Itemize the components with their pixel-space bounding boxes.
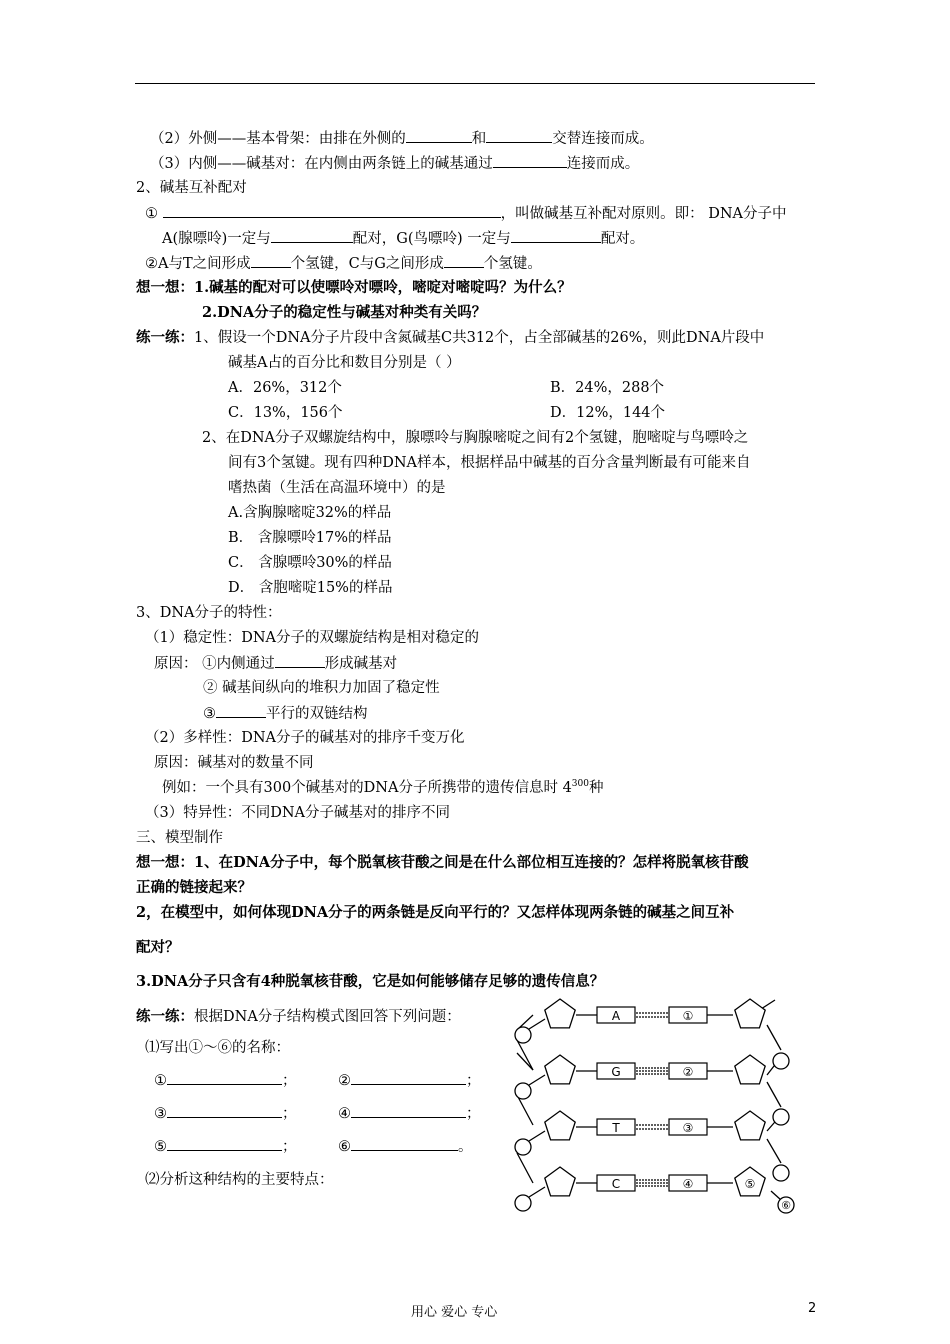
text: ；: [466, 1106, 481, 1122]
practice-1-q1b: 碱基A占的百分比和数目分别是（ ）: [228, 355, 461, 371]
text: 平行的双链结构: [266, 706, 368, 722]
answer-blank[interactable]: [167, 1070, 282, 1085]
answer-blank[interactable]: [167, 1136, 282, 1151]
backbone-line: [767, 1139, 781, 1163]
blank[interactable]: [511, 228, 601, 243]
sugar-pentagon: [735, 1111, 765, 1140]
text: A(腺嘌呤)一定与: [162, 231, 271, 247]
text: 原因： ①内侧通过: [154, 656, 275, 672]
text: 根据DNA分子结构模式图回答下列问题：: [194, 1009, 461, 1025]
diversity-example: [162, 778, 603, 798]
number-label: ④: [682, 1177, 694, 1191]
base-label: T: [612, 1121, 620, 1135]
text: 配对，G(鸟嘌呤) 一定与: [352, 231, 511, 247]
phosphate-circle: [515, 1083, 531, 1099]
q2-option-d: D． 含胞嘧啶15%的样品: [228, 580, 393, 596]
hydrogen-bond-line: [145, 253, 542, 274]
phosphate-circle: [515, 1027, 531, 1043]
stability-reason-1: [154, 653, 397, 674]
specificity-title: （3）特异性：不同DNA分子碱基对的排序不同: [145, 805, 451, 821]
answer-3: [154, 1103, 297, 1124]
think-2-q3: 3.DNA分子只含有4种脱氧核苷酸，它是如何能够储存足够的遗传信息？: [136, 973, 605, 990]
phosphate-circle: [773, 1053, 789, 1069]
blank[interactable]: [493, 153, 567, 168]
option-d: D．12%，144个: [550, 405, 666, 421]
text: ②A与T之间形成: [145, 256, 251, 272]
answer-blank[interactable]: [351, 1070, 466, 1085]
think-2-q1b: 正确的链接起来？: [136, 879, 252, 896]
stability-title: （1）稳定性：DNA分子的双螺旋结构是相对稳定的: [145, 630, 480, 646]
bond-line: [529, 1019, 545, 1029]
blank[interactable]: [216, 703, 266, 718]
text: 种: [588, 780, 604, 796]
q2-option-c: C． 含腺嘌呤30%的样品: [228, 555, 392, 571]
practice-2-q1: ⑴写出①～⑥的名称：: [145, 1040, 290, 1056]
number-label: ③: [682, 1121, 694, 1135]
backbone-line: [761, 1000, 775, 1009]
label: 想一想：: [136, 854, 194, 871]
number-label: ①: [682, 1009, 694, 1023]
text: 个氢键，C与G之间形成: [290, 256, 444, 272]
bond-line: [529, 1187, 545, 1197]
practice-1-q1: [136, 328, 764, 348]
bond-line: [529, 1131, 545, 1141]
footer-motto: 用心 爱心 专心: [411, 1305, 498, 1320]
question: 1.碱基的配对可以使嘌呤对嘌呤，嘧啶对嘧啶吗？为什么？: [194, 279, 572, 296]
superscript: 300: [571, 779, 589, 790]
label: 练一练：: [136, 329, 194, 346]
practice-2-q2: ⑵分析这种结构的主要特点：: [145, 1172, 334, 1188]
sugar-pentagon: [545, 999, 575, 1028]
text: ；: [282, 1073, 297, 1089]
text: 个氢键。: [483, 256, 542, 272]
phosphate-circle: [515, 1139, 531, 1155]
blank[interactable]: [486, 128, 552, 143]
blank[interactable]: [251, 253, 291, 268]
text: ③: [203, 706, 216, 722]
backbone-line: [517, 1095, 533, 1125]
text: ；: [282, 1139, 297, 1155]
option-c: C．13%，156个: [228, 405, 343, 421]
phosphate-circle: [773, 1109, 789, 1125]
num: ⑥: [338, 1139, 351, 1155]
sugar-pentagon: [545, 1055, 575, 1084]
q2-option-b: B． 含腺嘌呤17%的样品: [228, 530, 392, 546]
think-2-q1a: [136, 853, 749, 873]
sugar-pentagon: [735, 999, 765, 1028]
num: ③: [154, 1106, 167, 1122]
num: ①: [154, 1073, 167, 1089]
q2-option-a: A.含胸腺嘧啶32%的样品: [228, 505, 392, 521]
header-rule: [135, 83, 815, 84]
practice-1-q2b: 间有3个氢键。现有四种DNA样本，根据样品中碱基的百分含量判断最有可能来自: [228, 455, 751, 471]
inner-base-pair-line: [150, 153, 639, 174]
think-1-q2: 2.DNA分子的稳定性与碱基对种类有关吗？: [202, 304, 487, 321]
answer-blank[interactable]: [351, 1103, 466, 1118]
label: 练一练：: [136, 1008, 194, 1025]
blank[interactable]: [275, 653, 325, 668]
base-label: A: [611, 1009, 621, 1023]
stability-reason-2: ② 碱基间纵向的堆积力加固了稳定性: [203, 680, 440, 696]
think-1: [136, 278, 572, 298]
text: 配对。: [600, 231, 645, 247]
outer-backbone-line: [150, 128, 654, 149]
stability-reason-3: [203, 703, 368, 724]
sugar-pentagon: [545, 1167, 575, 1196]
pairing-rule-line: [145, 203, 787, 224]
phosphate-circle: [515, 1195, 531, 1211]
answer-4: [338, 1103, 481, 1124]
text: （2）外侧——基本骨架：由排在外侧的: [150, 131, 406, 147]
blank[interactable]: [163, 203, 501, 218]
backbone-line: [767, 1082, 781, 1107]
label-five: ⑤: [744, 1177, 756, 1191]
text: 形成碱基对: [324, 656, 398, 672]
heading-model: 三、模型制作: [136, 830, 223, 846]
blank[interactable]: [444, 253, 484, 268]
text: ①: [145, 206, 158, 222]
option-b: B．24%，288个: [550, 380, 665, 396]
answer-6: [338, 1136, 473, 1157]
text: 连接而成。: [566, 156, 640, 172]
practice-1-q2c: 嗜热菌（生活在高温环境中）的是: [228, 480, 446, 496]
sugar-pentagon: [735, 1055, 765, 1084]
text: ，叫做碱基互补配对原则。即： DNA分子中: [500, 206, 787, 222]
num: ⑤: [154, 1139, 167, 1155]
practice-1-q2a: 2、在DNA分子双螺旋结构中，腺嘌呤与胸腺嘧啶之间有2个氢键，胞嘧啶与鸟嘌呤之: [202, 430, 749, 446]
practice-2-intro: [136, 1007, 461, 1027]
answer-blank[interactable]: [167, 1103, 282, 1118]
diversity-title: （2）多样性：DNA分子的碱基对的排序千变万化: [145, 730, 465, 746]
text: （3）内侧——碱基对：在内侧由两条链上的碱基通过: [150, 156, 493, 172]
phosphate-circle: [773, 1165, 789, 1181]
text: ；: [466, 1073, 481, 1089]
answer-2: [338, 1070, 481, 1091]
think-2-q2a: 2，在模型中，如何体现DNA分子的两条链是反向平行的？又怎样体现两条链的碱基之间互补: [136, 904, 735, 921]
dna-structure-diagram: [505, 995, 805, 1215]
page-number: 2: [808, 1301, 817, 1316]
heading-base-pairing: 2、碱基互补配对: [136, 180, 247, 196]
num: ②: [338, 1073, 351, 1089]
label-six: ⑥: [781, 1199, 791, 1212]
answer-1: [154, 1070, 297, 1091]
blank[interactable]: [271, 228, 353, 243]
text: 交替连接而成。: [552, 131, 654, 147]
bond-line: [529, 1075, 545, 1085]
answer-blank[interactable]: [351, 1136, 458, 1151]
text: 。: [458, 1139, 473, 1155]
backbone-line: [771, 1191, 781, 1200]
text: ；: [282, 1106, 297, 1122]
heading-dna-properties: 3、DNA分子的特性：: [136, 605, 282, 621]
label: 想一想：: [136, 279, 194, 296]
think-2-q2b: 配对？: [136, 939, 180, 956]
number-label: ②: [682, 1065, 694, 1079]
answer-5: [154, 1136, 297, 1157]
blank[interactable]: [406, 128, 472, 143]
question: 1、假设一个DNA分子片段中含氮碱基C共312个，占全部碱基的26%，则此DNA片段中: [194, 330, 765, 346]
text: 和: [471, 131, 487, 147]
sugar-pentagon: [545, 1111, 575, 1140]
backbone-line: [767, 1025, 781, 1050]
diversity-reason: 原因：碱基对的数量不同: [154, 755, 314, 771]
backbone-line: [517, 1153, 533, 1183]
text: 例如：一个具有300个碱基对的DNA分子所携带的遗传信息时 4: [162, 780, 572, 796]
base-label: G: [611, 1065, 621, 1079]
question: 1、在DNA分子中，每个脱氧核苷酸之间是在什么部位相互连接的？怎样将脱氧核苷酸: [194, 854, 749, 871]
num: ④: [338, 1106, 351, 1122]
pairing-rule-line-2: [162, 228, 644, 249]
base-label: C: [611, 1177, 621, 1191]
option-a: A．26%，312个: [228, 380, 342, 396]
